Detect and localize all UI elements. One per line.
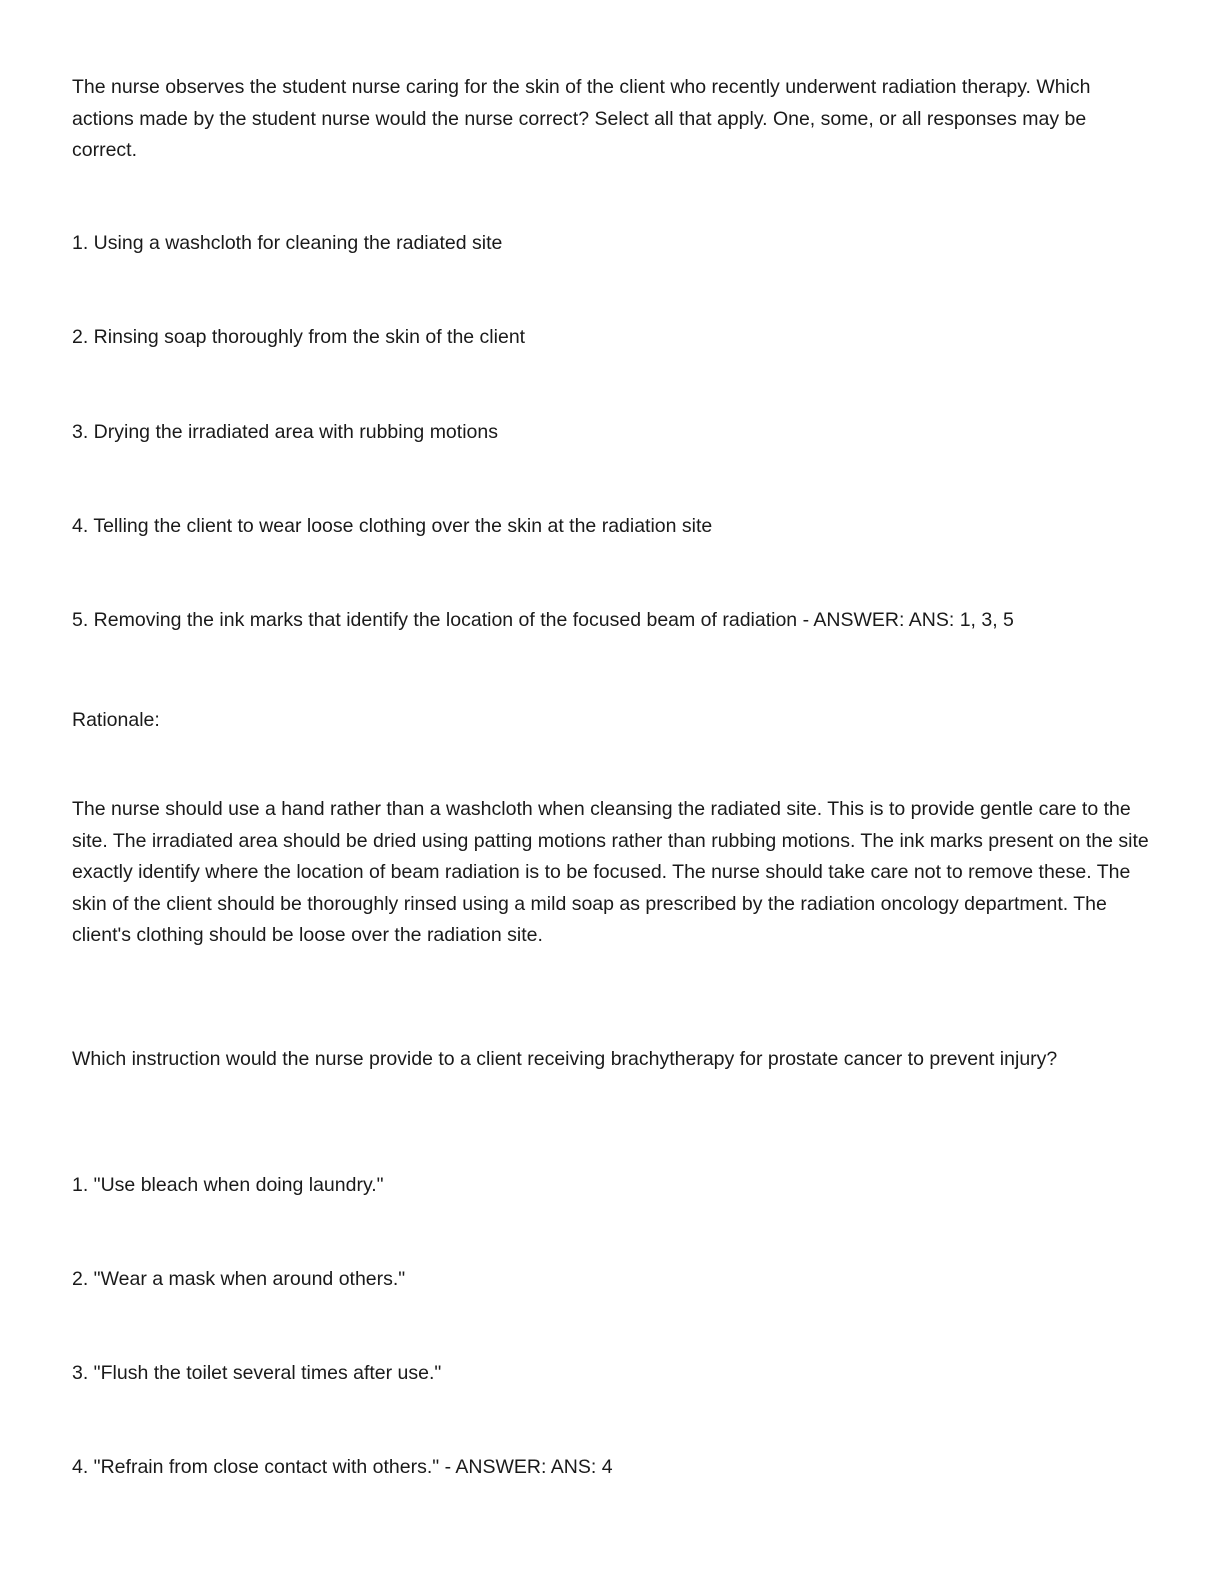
question-1-option-4: 4. Telling the client to wear loose clothing over the skin at the radiation site (72, 515, 713, 537)
question-1-option-3: 3. Drying the irradiated area with rubbing motions (72, 421, 498, 443)
rationale-label: Rationale: (72, 709, 160, 731)
question-2-option-4-with-answer: 4. "Refrain from close contact with others." - ANSWER: ANS: 4 (72, 1456, 613, 1478)
question-2-option-1: 1. "Use bleach when doing laundry." (72, 1174, 384, 1196)
question-1-option-1: 1. Using a washcloth for cleaning the radiated site (72, 232, 503, 254)
question-2-stem: Which instruction would the nurse provide to a client receiving brachytherapy for prostate cancer to prevent injury? (72, 1048, 1058, 1070)
question-1-stem: The nurse observes the student nurse caring for the skin of the client who recently underwent radiation therapy. Which actions made by the student nurse would the nurse correct? Select all that apply. One, some, or all responses may be correct. (72, 76, 1091, 161)
question-1-option-2: 2. Rinsing soap thoroughly from the skin of the client (72, 326, 526, 348)
question-2-option-3: 3. "Flush the toilet several times after use." (72, 1362, 442, 1384)
rationale-text: The nurse should use a hand rather than a washcloth when cleansing the radiated site. This is to provide gentle care to the site. The irradiated area should be dried using patting motions rather than rubbing motions. The ink marks present on the site exactly identify where the location of beam radiation is to be focused. The nurse should take care not to remove these. The skin of the client should be thoroughly rinsed using a mild soap as prescribed by the radiation oncology department. The client's clothing should be loose over the radiation site. (72, 798, 1149, 946)
question-2-option-2: 2. "Wear a mask when around others." (72, 1268, 406, 1290)
question-1-option-5-with-answer: 5. Removing the ink marks that identify the location of the focused beam of radiation - ANSWER: ANS: 1, 3, 5 (72, 609, 1014, 631)
